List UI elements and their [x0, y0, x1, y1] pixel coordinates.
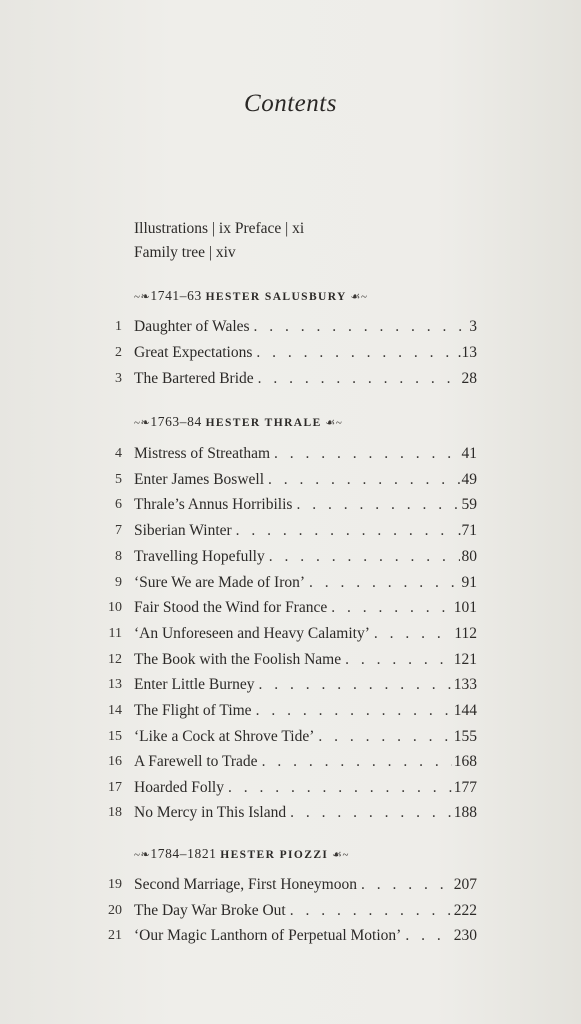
- toc-entry[interactable]: [0, 923, 581, 948]
- toc-entry[interactable]: [0, 595, 581, 620]
- chapter-number: 15: [108, 729, 122, 744]
- dot-leader: [405, 923, 451, 948]
- part-dates: 1763–84: [150, 414, 202, 429]
- part-name: HESTER THRALE: [205, 417, 322, 429]
- chapter-number: 1: [115, 319, 122, 334]
- chapter-title: The Book with the Foolish Name: [134, 651, 342, 668]
- dot-leader: [331, 595, 452, 620]
- dot-leader: [254, 314, 468, 339]
- toc-entry[interactable]: [0, 621, 581, 646]
- page-number: 59: [461, 496, 477, 513]
- chapter-number: 5: [115, 472, 122, 487]
- chapter-number: 8: [115, 549, 122, 564]
- dot-leader: [374, 621, 452, 646]
- chapter-title: The Day War Broke Out: [134, 902, 286, 919]
- chapter-title: Thrale’s Annus Horribilis: [134, 496, 293, 513]
- dot-leader: [228, 775, 452, 800]
- chapter-number: 11: [108, 626, 122, 641]
- page-number: 91: [461, 574, 477, 591]
- chapter-number: 9: [115, 575, 122, 590]
- part-dates: 1741–63: [150, 288, 202, 303]
- chapter-title: Hoarded Folly: [134, 779, 224, 796]
- dot-leader: [256, 698, 452, 723]
- chapter-title: A Farewell to Trade: [134, 753, 258, 770]
- right-ornament-icon: ☙~: [332, 849, 350, 861]
- chapter-number: 19: [108, 877, 122, 892]
- front-matter-line-1: Illustrations | ix Preface | xi: [134, 220, 305, 237]
- toc-entry[interactable]: [0, 800, 581, 825]
- chapter-title: ‘Our Magic Lanthorn of Perpetual Motion’: [134, 927, 402, 944]
- dot-leader: [268, 467, 459, 492]
- chapter-title: Enter James Boswell: [134, 471, 265, 488]
- dot-leader: [345, 647, 452, 672]
- chapter-title: ‘An Unforeseen and Heavy Calamity’: [134, 625, 370, 642]
- page-number: 112: [454, 625, 477, 642]
- dot-leader: [361, 872, 452, 897]
- dot-leader: [296, 492, 459, 517]
- chapter-number: 21: [108, 928, 122, 943]
- toc-entry[interactable]: [0, 724, 581, 749]
- toc-entry[interactable]: [0, 492, 581, 517]
- page-number: 80: [461, 548, 477, 565]
- chapter-title: The Bartered Bride: [134, 370, 254, 387]
- part-name: HESTER PIOZZI: [220, 849, 329, 861]
- chapter-title: ‘Sure We are Made of Iron’: [134, 574, 306, 591]
- dot-leader: [259, 672, 452, 697]
- page-number: 222: [453, 902, 477, 919]
- page-number: 133: [453, 676, 477, 693]
- dot-leader: [236, 518, 456, 543]
- chapter-title: Enter Little Burney: [134, 676, 255, 693]
- left-ornament-icon: ~❧: [134, 417, 151, 429]
- toc-entry[interactable]: [0, 647, 581, 672]
- chapter-number: 7: [115, 523, 122, 538]
- part-dates: 1784–1821: [150, 846, 217, 861]
- dot-leader: [256, 340, 455, 365]
- toc-entry[interactable]: [0, 467, 581, 492]
- chapter-title: Fair Stood the Wind for France: [134, 599, 328, 616]
- part-name: HESTER SALUSBURY: [205, 291, 347, 303]
- chapter-number: 2: [115, 345, 122, 360]
- chapter-title: Travelling Hopefully: [134, 548, 265, 565]
- chapter-title: Second Marriage, First Honeymoon: [134, 876, 357, 893]
- part-heading-1: [134, 288, 368, 304]
- page-title: Contents: [244, 90, 337, 117]
- toc-entry[interactable]: [0, 314, 581, 339]
- page-number: 28: [461, 370, 477, 387]
- chapter-title: ‘Like a Cock at Shrove Tide’: [134, 728, 315, 745]
- page-number: .71: [457, 522, 477, 539]
- page-number: 49: [461, 471, 477, 488]
- dot-leader: [318, 724, 451, 749]
- chapter-number: 13: [108, 677, 122, 692]
- page-number: 3: [469, 318, 477, 335]
- chapter-number: 16: [108, 754, 122, 769]
- chapter-number: 12: [108, 652, 122, 667]
- page-number: 155: [453, 728, 477, 745]
- toc-entry[interactable]: [0, 366, 581, 391]
- page-number: 121: [453, 651, 477, 668]
- page-number: .13: [457, 344, 477, 361]
- toc-entry[interactable]: [0, 340, 581, 365]
- chapter-number: 20: [108, 903, 122, 918]
- dot-leader: [274, 441, 459, 466]
- front-matter: [134, 217, 304, 265]
- page-number: 101: [453, 599, 477, 616]
- page-number: 188: [453, 804, 477, 821]
- toc-entry[interactable]: [0, 570, 581, 595]
- chapter-number: 3: [115, 371, 122, 386]
- part-heading-2: [134, 414, 342, 430]
- page-number: 207: [453, 876, 477, 893]
- dot-leader: [258, 366, 460, 391]
- left-ornament-icon: ~❧: [134, 291, 151, 303]
- dot-leader: [269, 544, 460, 569]
- part-heading-3: [134, 846, 349, 862]
- dot-leader: [290, 898, 452, 923]
- toc-entry[interactable]: [0, 872, 581, 897]
- toc-entry[interactable]: [0, 544, 581, 569]
- chapter-number: 18: [108, 805, 122, 820]
- toc-entry[interactable]: [0, 775, 581, 800]
- page-number: 230: [453, 927, 477, 944]
- page-number: 168: [453, 753, 477, 770]
- chapter-title: Mistress of Streatham: [134, 445, 271, 462]
- right-ornament-icon: ☙~: [350, 291, 368, 303]
- dot-leader: [309, 570, 459, 595]
- chapter-number: 10: [108, 600, 122, 615]
- page-number: 144: [453, 702, 477, 719]
- page-number: 41: [461, 445, 477, 462]
- toc-entry[interactable]: [0, 698, 581, 723]
- chapter-title: No Mercy in This Island: [134, 804, 287, 821]
- dot-leader: [262, 749, 452, 774]
- toc-entry[interactable]: [0, 898, 581, 923]
- chapter-title: Siberian Winter: [134, 522, 232, 539]
- right-ornament-icon: ☙~: [325, 417, 343, 429]
- chapter-number: 14: [108, 703, 122, 718]
- chapter-title: The Flight of Time: [134, 702, 252, 719]
- toc-entry[interactable]: [0, 441, 581, 466]
- dot-leader: [290, 800, 452, 825]
- chapter-number: 6: [115, 497, 122, 512]
- chapter-number: 17: [108, 780, 122, 795]
- chapter-title: Daughter of Wales: [134, 318, 250, 335]
- left-ornament-icon: ~❧: [134, 849, 151, 861]
- toc-entry[interactable]: [0, 518, 581, 543]
- front-matter-line-2: Family tree | xiv: [134, 244, 236, 261]
- chapter-title: Great Expectations: [134, 344, 253, 361]
- chapter-number: 4: [115, 446, 122, 461]
- page-number: 177: [453, 779, 477, 796]
- toc-entry[interactable]: [0, 749, 581, 774]
- toc-entry[interactable]: [0, 672, 581, 697]
